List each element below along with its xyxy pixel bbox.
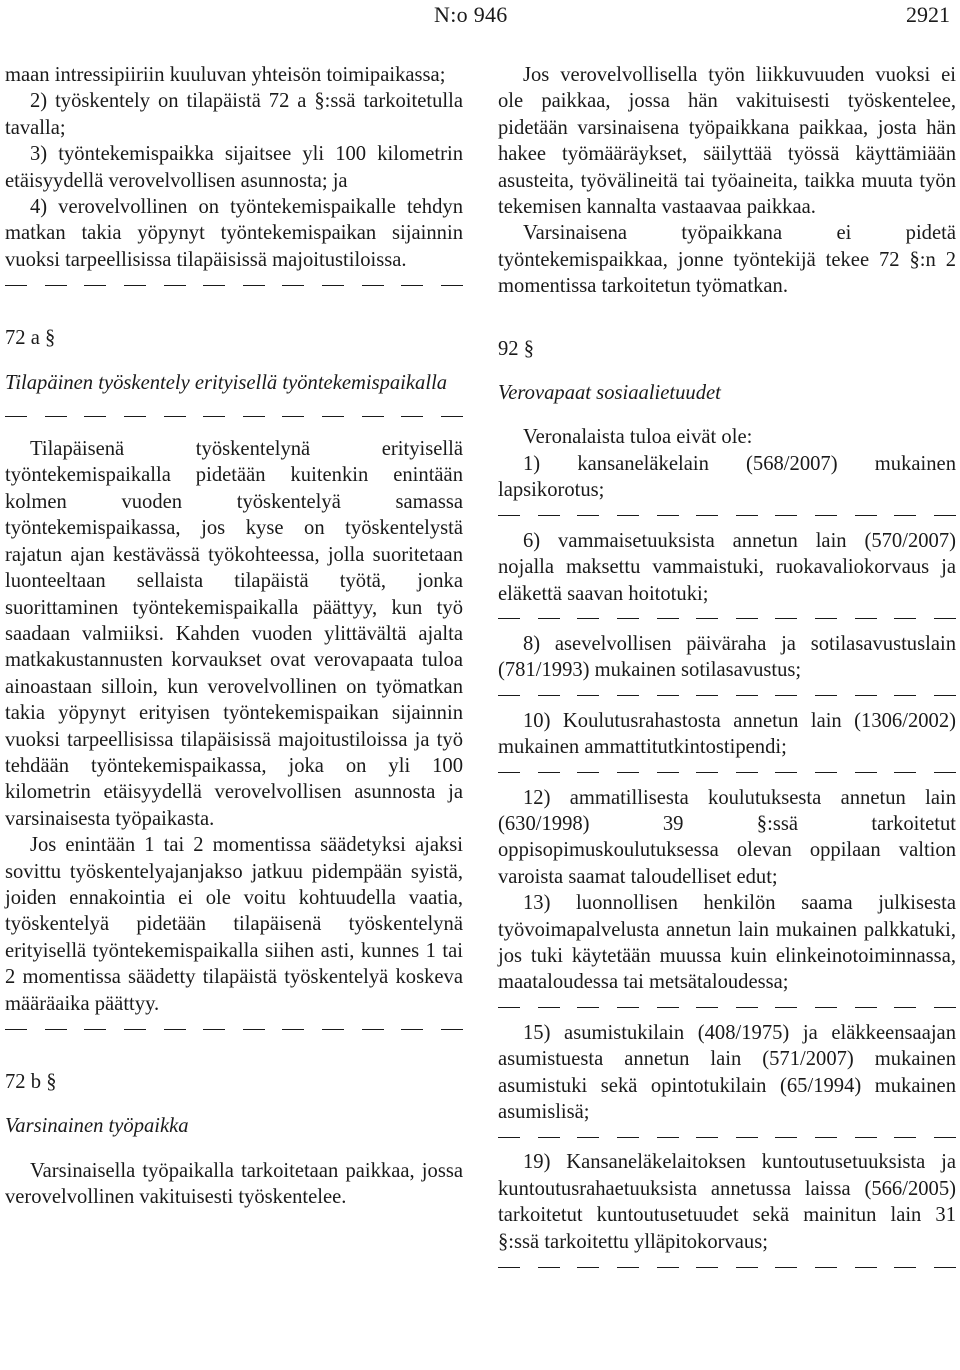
paragraph: Jos verovelvollisella työn liikkuvuuden vuoksi ei ole paikkaa, jossa hän vakituisesti työskentelee, pidetään varsinaisena työpaikkana paikkaa, josta hän hakee työmääräykset, säilyttää työssä käyttämiään asusteita, työvälineitä tai työaineita, taikka muuta työn tekemisen kannalta vastaavaa paikkaa. [498, 64, 956, 219]
omission-dashes [498, 684, 956, 708]
list-item: 3) työntekemispaikka sijaitsee yli 100 kilometrin etäisyydellä verovelvollisen asunnosta; ja [5, 143, 463, 192]
paragraph: Veronalaista tuloa eivät ole: [523, 426, 753, 449]
list-item: 13) luonnollisen henkilön saama julkisesta työvoimapalvelusta annetun lain mukainen palkkatuki, jos tuki käytetään muussa kuin elinkeinotoiminnassa, maataloudessa tai metsätaloudessa; [498, 892, 956, 994]
omission-dashes [5, 404, 463, 428]
list-item: 2) työskentely on tilapäistä 72 a §:ssä tarkoitetulla tavalla; [5, 90, 463, 139]
list-item: 4) verovelvollinen on työntekemispaikalle tehdyn matkan takia yöpynyt työntekemispaikan sijainnin vuoksi tarpeellisissa tilapäisissä majoitustiloissa. [5, 196, 463, 271]
list-item: 8) asevelvollisen päiväraha ja sotilasavustuslain (781/1993) mukainen sotilasavustus; [498, 632, 956, 682]
section-title: Verovapaat sosiaalietuudet [498, 382, 721, 405]
list-item: 6) vammaisetuuksista annetun lain (570/2007) nojalla maksettu vammaistuki, ruokavaliokorvaus ja eläkettä saavan hoitotuki; [498, 529, 956, 605]
section-number: 72 a § [5, 327, 56, 350]
omission-dashes [5, 273, 463, 297]
omission-dashes [498, 1125, 956, 1149]
page-number: 2921 [906, 2, 950, 27]
list-item: 10) Koulutusrahastosta annetun lain (1306/2002) mukainen ammattitutkintostipendi; [498, 709, 956, 759]
list-item: 1) kansaneläkelain (568/2007) mukainen lapsikorotus; [498, 452, 956, 502]
paragraph: Tilapäisenä työskentelynä erityisellä työntekemispaikalla pidetään kuitenkin enintään kolmen vuoden työskentelyä samassa työntekemispaikassa, jos kyse on työskentelystä rajatun ajan kestävässä työkohteessa, jolla suoritetaan luonteeltaan sellaista tilapäistä työtä, jonka suorittaminen työntekemispaikalla päättyy, kun työ saadaan valmiiksi. Kahden vuoden ylittävältä ajalta matkakustannusten korvaukset ovat verovapaata tuloa ainoastaan silloin, kun verovelvollinen on työmatkan takia yöpynyt erityisen työntekemispaikan sijainnin vuoksi tarpeellisissa tilapäisissä majoitustiloissa ja työ tehdään työntekemispaikassa, joka on yli 100 kilometrin etäisyydellä verovelvollisen asunnosta ja varsinaisesta työpaikasta. [5, 438, 463, 830]
omission-dashes [498, 761, 956, 785]
section-number: 92 § [498, 337, 535, 360]
statute-number: N:o 946 [434, 2, 508, 27]
paragraph: Varsinaisena työpaikkana ei pidetä työntekemispaikkaa, jonne työntekijä tekee 72 §:n 2 momentissa tarkoitetun työmatkan. [498, 222, 956, 298]
page-header [0, 0, 960, 30]
list-item: 12) ammatillisesta koulutuksesta annetun lain (630/1998) 39 §:ssä tarkoitetut oppisopimuskoulutuksessa olevan oppilaan valtion varoista saamat taloudelliset edut; [498, 786, 956, 888]
list-item: 19) Kansaneläkelaitoksen kuntoutusetuuksista ja kuntoutusrahaetuuksista annetussa laissa (566/2005) tarkoitetut kuntoutusetuudet sekä mainitun lain 31 §:ssä tarkoitettu ylläpitokorvaus; [498, 1151, 956, 1253]
omission-dashes [498, 607, 956, 631]
omission-dashes [498, 504, 956, 528]
paragraph: Jos enintään 1 tai 2 momentissa säädetyksi ajaksi sovittu työskentelyajanjakso jatkuu pidempään syistä, joiden ennakointia ei ole voitu kohtuudella vaatia, työskentelyä pidetään tilapäisenä työskentelynä erityisellä työntekemispaikalla siihen asti, kunnes 1 tai 2 momentissa säädetty tilapäistä työskentelyä koskeva määräaika päättyy. [5, 834, 463, 1015]
left-column [5, 62, 463, 1211]
list-item: 15) asumistukilain (408/1975) ja eläkkeensaajan asumistuesta annetun lain (571/2007) mukainen asumistuki sekä opintotukilain (65/1994) mukainen asumislisä; [498, 1021, 956, 1123]
omission-dashes [498, 996, 956, 1020]
omission-dashes [5, 1017, 463, 1041]
omission-dashes [498, 1255, 956, 1279]
section-title: Tilapäinen työskentely erityisellä työntekemispaikalla [5, 371, 448, 394]
right-column [498, 62, 956, 1279]
section-number: 72 b § [5, 1071, 57, 1093]
paragraph: maan intressipiiriin kuuluvan yhteisön toimipaikassa; [5, 64, 446, 86]
paragraph: Varsinaisella työpaikalla tarkoitetaan paikkaa, jossa verovelvollinen vakituisesti työskentelee. [5, 1159, 463, 1209]
section-title: Varsinainen työpaikka [5, 1115, 189, 1138]
